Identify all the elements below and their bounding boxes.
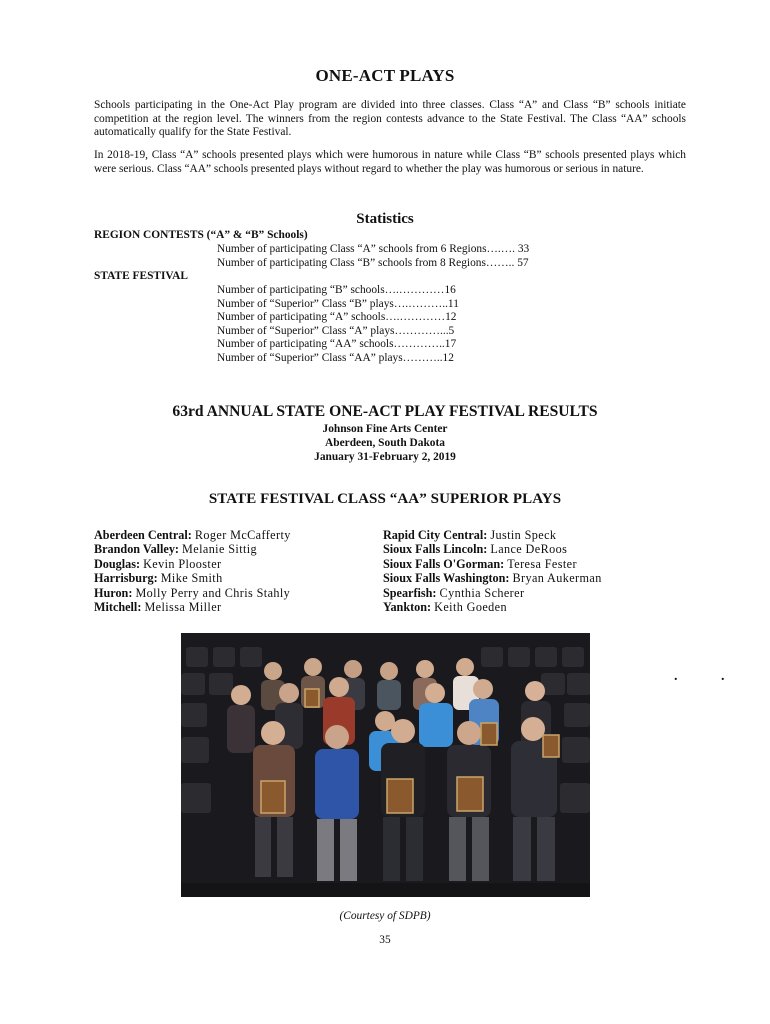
stray-mark: . [721,669,725,684]
school-name: Huron: [94,585,133,600]
superior-entry [94,571,291,585]
superior-list-left [94,528,291,614]
superior-list-right [383,528,602,614]
superior-plays-heading: STATE FESTIVAL CLASS “AA” SUPERIOR PLAYS [208,491,562,507]
school-name: Sioux Falls Washington: [383,571,510,586]
director-name: Melissa Miller [144,600,222,615]
region-contests-label: REGION CONTESTS (“A” & “B” Schools) [94,229,308,241]
director-name: Melanie Sittig [182,542,258,557]
school-name: Douglas: [94,556,141,571]
statistics-heading: Statistics [356,211,414,227]
director-name: Keith Goeden [434,600,507,615]
intro-paragraph-1: Schools participating in the One-Act Play program are divided into three classes. Class “A” and Class “B” schools initiate competition at the region level. The winners from the region contests advance to the State Festival. The Class “AA” schools automatically qualify for the State Festival. [94,99,686,139]
superior-entry [94,557,291,571]
state-stat-line: Number of participating “AA” schools…………..17 [217,338,457,350]
superior-entry [383,542,602,556]
director-name: Lance DeRoos [490,542,568,557]
director-name: Bryan Aukerman [512,571,602,586]
region-stat-line: Number of participating Class “A” schools from 6 Regions….…. 33 [217,243,530,255]
region-stat-line: Number of participating Class “B” schools from 8 Regions…….. 57 [217,257,529,269]
photo-caption: (Courtesy of SDPB) [339,910,431,922]
group-photo [181,633,590,897]
group-photo-illustration [181,633,590,897]
school-name: Brandon Valley: [94,542,179,557]
school-name: Spearfish: [383,585,437,600]
stray-mark: . [674,669,678,684]
superior-entry [94,586,291,600]
state-festival-label: STATE FESTIVAL [94,270,189,282]
superior-entry [383,571,602,585]
superior-entry [94,542,291,556]
superior-entry [94,600,291,614]
state-stat-line: Number of “Superior” Class “AA” plays………..12 [217,352,454,364]
intro-paragraph-2: In 2018-19, Class “A” schools presented plays which were humorous in nature while Class “B” schools presented plays which were serious. Class “AA” schools presented plays without regard to whether the play was humorous or serious in nature. [94,149,686,175]
director-name: Molly Perry and Chris Stahly [135,585,291,600]
superior-entry [94,528,291,542]
director-name: Kevin Plooster [143,556,222,571]
festival-location: Aberdeen, South Dakota [325,437,445,449]
director-name: Teresa Fester [507,556,577,571]
state-stat-line: Number of participating “A” schools….…………12 [217,311,457,323]
superior-entry [383,586,602,600]
school-name: Sioux Falls Lincoln: [383,542,488,557]
school-name: Rapid City Central: [383,528,488,542]
festival-results-heading: 63rd ANNUAL STATE ONE-ACT PLAY FESTIVAL RESULTS [172,403,598,420]
school-name: Harrisburg: [94,571,158,586]
school-name: Yankton: [383,600,432,615]
school-name: Mitchell: [94,600,142,615]
superior-entry [383,600,602,614]
director-name: Mike Smith [160,571,223,586]
page-number: 35 [379,934,391,946]
school-name: Sioux Falls O'Gorman: [383,556,505,571]
director-name: Justin Speck [490,528,557,542]
festival-venue: Johnson Fine Arts Center [322,423,448,435]
superior-entry [383,528,602,542]
director-name: Cynthia Scherer [439,585,525,600]
state-stat-line: Number of “Superior” Class “B” plays….………..11 [217,298,459,310]
superior-entry [383,557,602,571]
school-name: Aberdeen Central: [94,528,192,542]
director-name: Roger McCafferty [194,528,291,542]
state-stat-line: Number of participating “B” schools….…………16 [217,284,456,296]
page-heading: ONE-ACT PLAYS [315,66,455,85]
festival-dates: January 31-February 2, 2019 [314,451,456,463]
state-stat-line: Number of “Superior” Class “A” plays…………...5 [217,325,455,337]
